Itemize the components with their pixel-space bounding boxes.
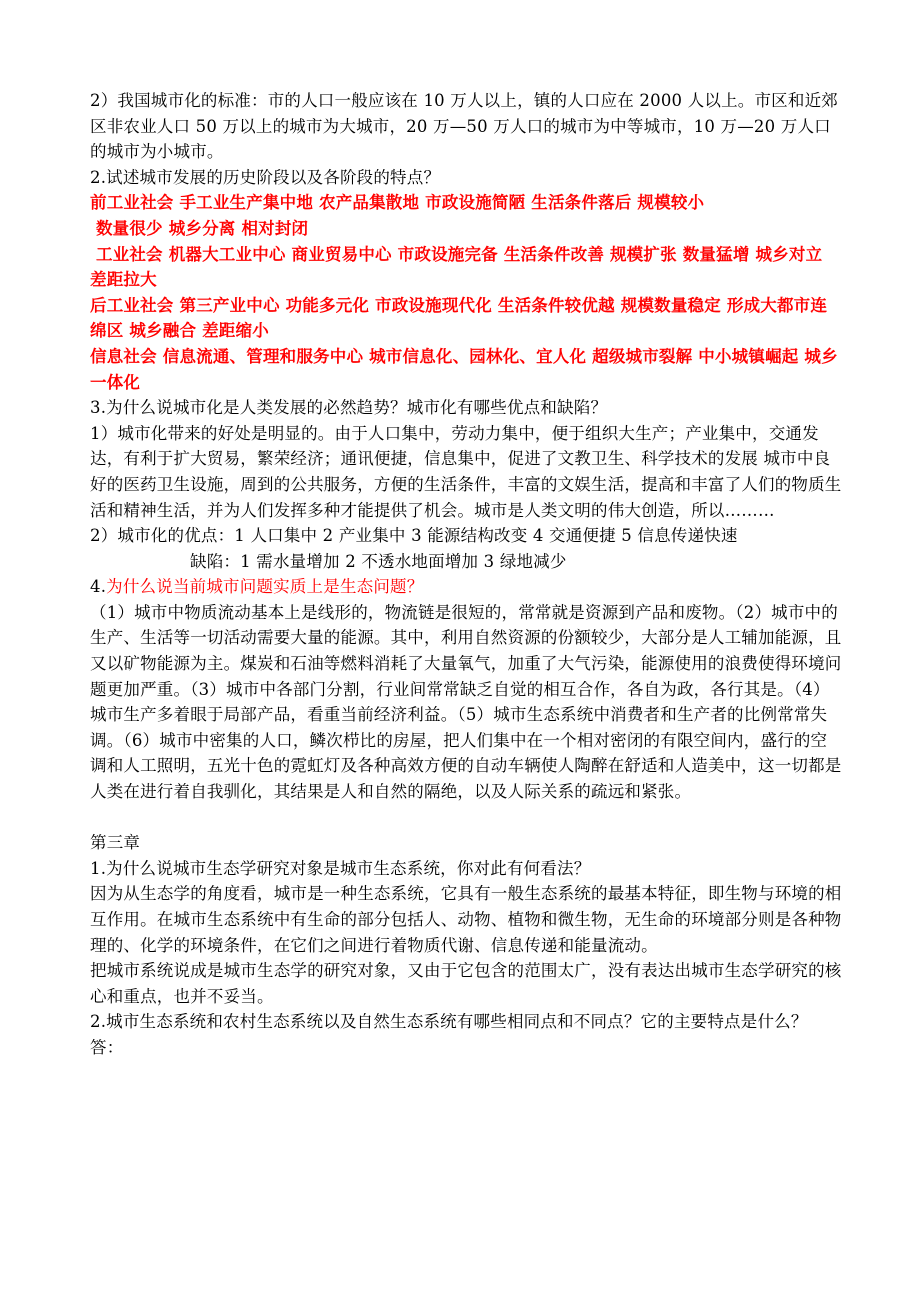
answer-3-part-1: 1）城市化带来的好处是明显的。由于人口集中，劳动力集中，便于组织大生产；产业集中，交通发达，有利于扩大贸易，繁荣经济；通讯便捷，信息集中，促进了文教卫生、科学技术的发展 城市中良好的医药卫生设施，周到的公共服务，方便的生活条件，丰富的文娱生活，提高和丰富了人们的物质生活和精神生活，并为人们发挥多种才能提供了机会。城市是人类文明的伟大创造，所以……… xyxy=(90,423,842,520)
chapter-3-question-2: 2.城市生态系统和农村生态系统以及自然生态系统有哪些相同点和不同点？它的主要特点是什么？ xyxy=(90,1012,808,1032)
stage-preindustrial: 前工业社会 手工业生产集中地 农产品集散地 市政设施简陋 生活条件落后 规模较小 xyxy=(90,193,705,213)
question-4-number: 4. xyxy=(90,577,107,597)
urbanization-standard-paragraph: 2）我国城市化的标准：市的人口一般应该在 10 万人以上，镇的人口应在 2000 人以上。市区和近郊区非农业人口 50 万以上的城市为大城市，20 万—50 万人口的城市为中等城市，10 万—20 万人口的城市为小城市。 xyxy=(90,91,838,162)
chapter-3-question-1: 1.为什么说城市生态学研究对象是城市生态系统，你对此有何看法？ xyxy=(90,858,591,878)
stage-information: 信息社会 信息流通、管理和服务中心 城市信息化、园林化、宜人化 超级城市裂解 中小城镇崛起 城乡一体化 xyxy=(90,346,838,392)
stage-preindustrial-cont: 数量很少 城乡分离 相对封闭 xyxy=(90,218,309,238)
chapter-3-title: 第三章 xyxy=(90,833,141,853)
answer-4: （1）城市中物质流动基本上是线形的，物流链是很短的，常常就是资源到产品和废物。（2）城市中的生产、生活等一切活动需要大量的能源。其中，利用自然资源的份额较少，大部分是人工辅加能源，且又以矿物能源为主。煤炭和石油等燃料消耗了大量氧气，加重了大气污染，能源使用的浪费使得环境问题更加严重。（3）城市中各部门分割，行业间常常缺乏自觉的相互合作，各自为政，各行其是。（4）城市生产多着眼于局部产品，看重当前经济利益。（5）城市生态系统中消费者和生产者的比例常常失调。（6）城市中密集的人口，鳞次栉比的房屋，把人们集中在一个相对密闭的有限空间内，盛行的空调和人工照明，五光十色的霓虹灯及各种高效方便的自动车辆使人陶醉在舒适和人造美中，这一切都是人类在进行着自我驯化，其结果是人和自然的隔绝，以及人际关系的疏远和紧张。 xyxy=(90,602,842,802)
question-2: 2.试述城市发展的历史阶段以及各阶段的特点？ xyxy=(90,167,441,187)
chapter-3-answer-label: 答： xyxy=(90,1037,124,1057)
stage-industrial: 工业社会 机器大工业中心 商业贸易中心 市政设施完备 生活条件改善 规模扩张 数量猛增 城乡对立 差距拉大 xyxy=(90,244,829,290)
answer-3-defects: 缺陷：1 需水量增加 2 不透水地面增加 3 绿地减少 xyxy=(190,551,567,571)
chapter-3-answer-1-part-2: 把城市系统说成是城市生态学的研究对象，又由于它包含的范围太广，没有表达出城市生态学研究的核心和重点，也并不妥当。 xyxy=(90,961,842,1006)
section-gap xyxy=(90,805,842,831)
question-3: 3.为什么说城市化是人类发展的必然趋势？城市化有哪些优点和缺陷？ xyxy=(90,398,608,418)
stage-postindustrial: 后工业社会 第三产业中心 功能多元化 市政设施现代化 生活条件较优越 规模数量稳定 形成大都市连绵区 城乡融合 差距缩小 xyxy=(90,295,828,341)
question-4 xyxy=(90,574,842,600)
answer-3-advantages: 2）城市化的优点：1 人口集中 2 产业集中 3 能源结构改变 4 交通便捷 5 信息传递快速 xyxy=(90,526,738,546)
chapter-3-answer-1-part-1: 因为从生态学的角度看，城市是一种生态系统，它具有一般生态系统的最基本特征，即生物与环境的相互作用。在城市生态系统中有生命的部分包括人、动物、植物和微生物，无生命的环境部分则是各种物理的、化学的环境条件，在它们之间进行着物质代谢、信息传递和能量流动。 xyxy=(90,884,842,955)
document-page xyxy=(90,88,842,1061)
question-4-text: 为什么说当前城市问题实质上是生态问题？ xyxy=(106,577,424,597)
